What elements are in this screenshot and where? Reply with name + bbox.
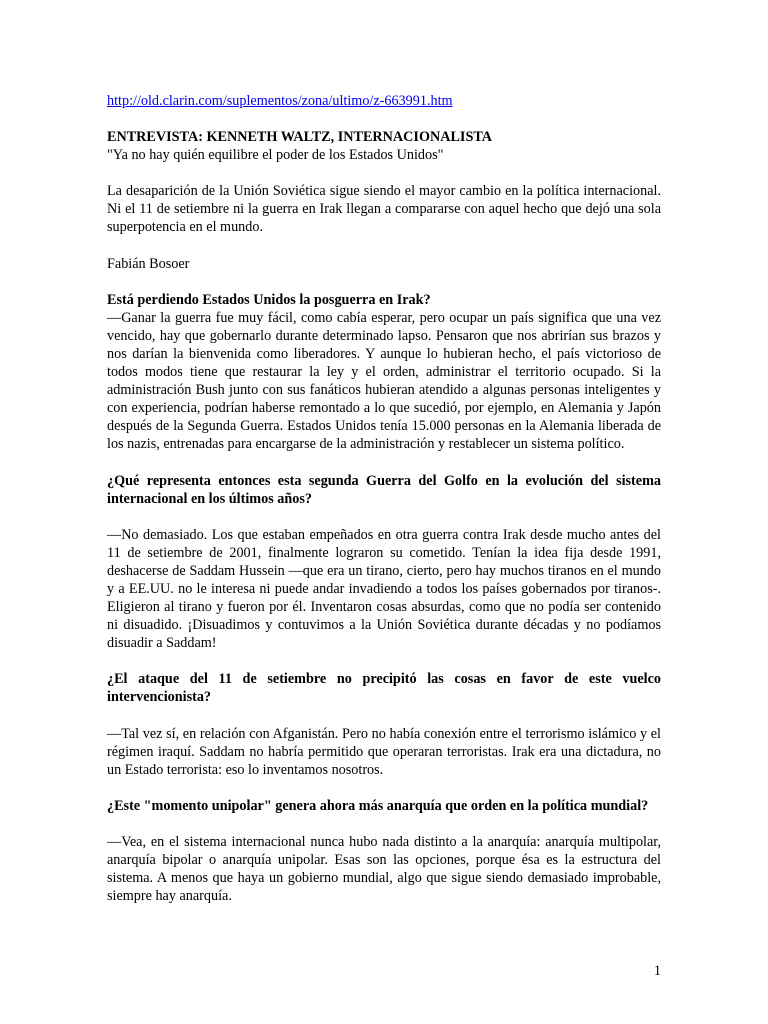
source-url-link[interactable]: http://old.clarin.com/suplementos/zona/ultimo/z-663991.htm — [107, 93, 453, 109]
source-url-line — [107, 92, 661, 110]
article-subtitle: "Ya no hay quién equilibre el poder de los Estados Unidos" — [107, 147, 444, 164]
article-lead: La desaparición de la Unión Soviética sigue siendo el mayor cambio en la política internacional. Ni el 11 de setiembre ni la guerra en Irak llegan a compararse con aquel hecho que dejó una sola superpotencia en el mundo. — [107, 183, 661, 236]
spacer — [107, 273, 661, 291]
answer-2: —No demasiado. Los que estaban empeñados en otra guerra contra Irak desde mucho antes del 11 de setiembre de 2001, finalmente lograron su cometido. Tenían la idea fija desde 1991, deshacerse de Saddam Hussein —que era un tirano, cierto, pero hay muchos tiranos en el mundo y a EE.UU. no le interesa ni puede andar invadiendo a todos los países gobernados por tiranos-. Eligieron al tirano y fueron por él. Inventaron cosas absurdas, como que no podía ser contenido ni disuadido. ¡Disuadimos y contuvimos a la Unión Soviética durante décadas y no podíamos disuadir a Saddam! — [107, 526, 661, 652]
article-author: Fabián Bosoer — [107, 255, 190, 272]
spacer — [107, 508, 661, 526]
question-2: ¿Qué representa entonces esta segunda Guerra del Golfo en la evolución del sistema internacional en los últimos años? — [107, 472, 661, 507]
article-title: ENTREVISTA: KENNETH WALTZ, INTERNACIONALISTA — [107, 129, 492, 146]
spacer — [107, 779, 661, 797]
spacer — [107, 652, 661, 670]
document-page — [107, 92, 661, 905]
spacer — [107, 815, 661, 833]
answer-3: —Tal vez sí, en relación con Afganistán. Pero no había conexión entre el terrorismo islámico y el régimen iraquí. Saddam no habría permitido que operaran terroristas. Irak era una dictadura, no un Estado terrorista: eso lo inventamos nosotros. — [107, 725, 661, 778]
answer-4: —Vea, en el sistema internacional nunca hubo nada distinto a la anarquía: anarquía multipolar, anarquía bipolar o anarquía unipolar. Esas son las opciones, porque ésa es la estructura del sistema. A menos que haya un gobierno mundial, algo que sigue siendo demasiado improbable, siempre hay anarquía. — [107, 833, 661, 905]
spacer — [107, 164, 661, 182]
spacer — [107, 237, 661, 255]
question-4: ¿Este "momento unipolar" genera ahora más anarquía que orden en la política mundial? — [107, 797, 649, 814]
question-1: Está perdiendo Estados Unidos la posguerra en Irak? — [107, 291, 431, 308]
question-3: ¿El ataque del 11 de setiembre no precipitó las cosas en favor de este vuelco intervencionista? — [107, 671, 661, 706]
spacer — [107, 454, 661, 472]
answer-1: —Ganar la guerra fue muy fácil, como cabía esperar, pero ocupar un país significa que una vez vencido, hay que gobernarlo durante determinado lapso. Pensaron que nos abrirían sus brazos y nos darían la bienvenida como liberadores. Y aunque lo hubieran hecho, el país victorioso de todos modos tiene que restaurar la ley y el orden, administrar el territorio ocupado. Si la administración Bush junto con sus fanáticos hubieran atendido a algunas personas inteligentes y con experiencia, podrían haberse remontado a lo que sucedió, por ejemplo, en Alemania y Japón después de la Segunda Guerra. Estados Unidos tenía 15.000 personas en la Alemania liberada de los nazis, entrenadas para encargarse de la administración y restablecer un sistema político. — [107, 309, 661, 453]
spacer — [107, 110, 661, 128]
spacer — [107, 707, 661, 725]
page-number: 1 — [653, 963, 661, 979]
